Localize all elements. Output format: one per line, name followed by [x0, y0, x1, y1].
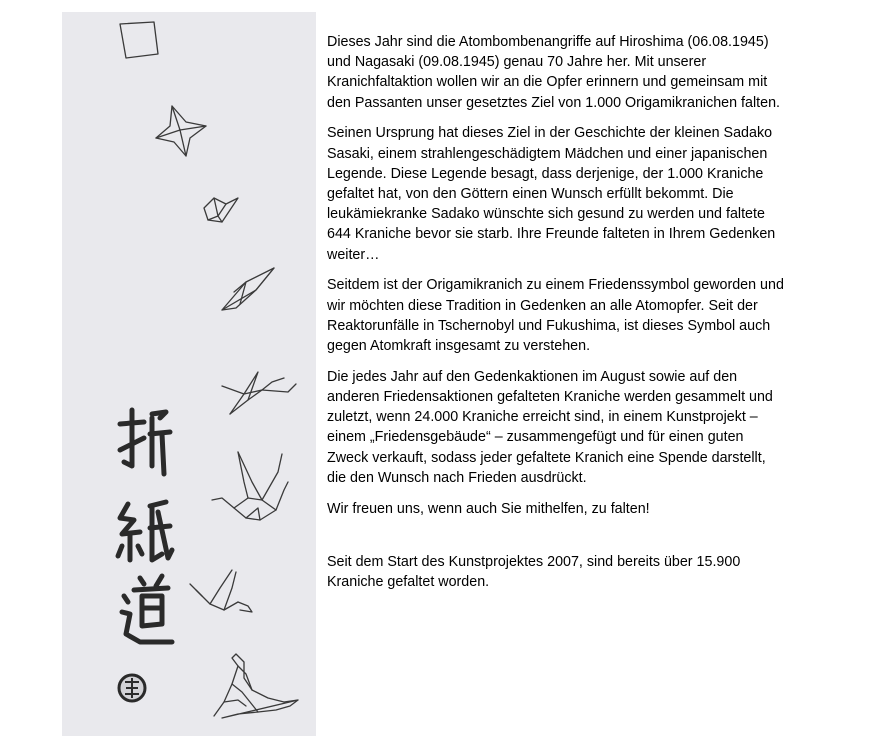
crane-wings-icon	[222, 372, 296, 414]
paragraph-invitation: Wir freuen uns, wenn auch Sie mithelfen, zu falten!	[327, 500, 650, 517]
square-paper-icon	[120, 22, 158, 58]
origami-illustration	[62, 12, 316, 736]
paragraph-sadako-story: Seinen Ursprung hat dieses Ziel in der Geschichte der kleinen Sadako Sasaki, einem strahlengeschädigtem Mädchen und einer japanischen Legende. Diese Legende besagt, dass derjenige, der 1.000 Kraniche gefaltet hat, von den Göttern einen Wunsch erfüllt bekommt. Die leukämiekranke Sadako wünschte sich gesund zu werden und faltete 644 Kraniche bevor sie starb. Ihre Freunde falteten in Ihrem Gedenken weiter…	[327, 125, 776, 263]
paragraph-art-project: Die jedes Jahr auf den Gedenkaktionen im August sowie auf den anderen Friedensaktionen gefalteten Kraniche werden gesammelt und zuletzt, wenn 24.000 Kraniche erreicht sind, in einem Kunstprojekt – einem „Friedensgebäude“ – zusammengefügt und für einen guten Zweck verkauft, sodass jeder gefaltete Kranich eine Spende darstellt, die den Wunsch nach Frieden ausdrückt.	[327, 368, 773, 486]
finished-crane-icon	[214, 654, 298, 718]
folded-diamond-icon	[156, 106, 206, 156]
seal-stamp-icon	[119, 675, 145, 701]
paragraph-progress: Seit dem Start des Kunstprojektes 2007, sind bereits über 15.900 Kraniche gefaltet worden.	[327, 553, 741, 591]
calligraphy	[118, 410, 172, 642]
flat-crane-icon	[222, 268, 274, 310]
calligraphy-char-2	[118, 502, 172, 560]
paragraph-peace-symbol: Seitdem ist der Origamikranich zu einem Friedenssymbol geworden und wir möchten diese Tradition in Gedenken an alle Atomopfer. Seit der Reaktorunfälle in Tschernobyl und Fukushima, ist dieses Symbol auch gegen Atomkraft insgesamt zu verstehen.	[327, 277, 784, 355]
article-text	[327, 32, 787, 603]
origami-drawing	[62, 12, 316, 736]
calligraphy-char-1	[120, 410, 170, 474]
folding-crane-icon	[204, 198, 238, 222]
paragraph-anniversary: Dieses Jahr sind die Atombombenangriffe auf Hiroshima (06.08.1945) und Nagasaki (09.08.1945) genau 70 Jahre her. Mit unserer Kranichfaltaktion wollen wir an die Opfer erinnern und gemeinsam mit den Passanten unser gesetztes Ziel von 1.000 Origamikranichen falten.	[327, 34, 780, 111]
calligraphy-char-3	[122, 576, 172, 642]
flying-crane-icon	[190, 570, 252, 612]
standing-crane-icon	[212, 452, 288, 520]
